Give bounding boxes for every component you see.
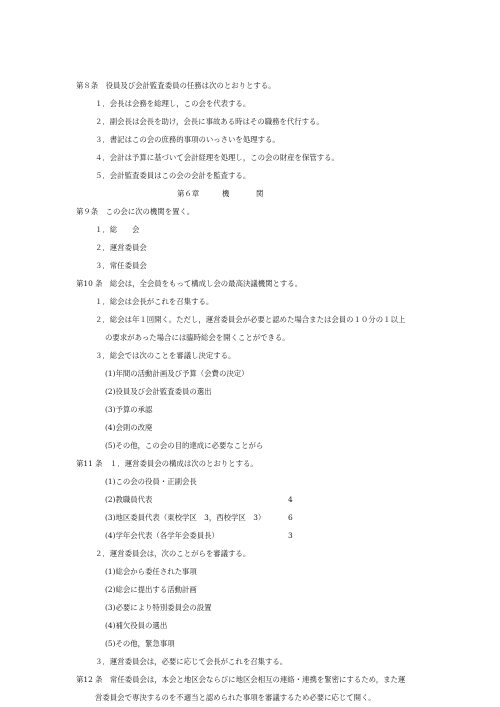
committee-member-label: (3)地区委員代表（東校学区 3，西校学区 3） (105, 513, 266, 522)
article11-duty: (2)総会に提出する活動計画 (105, 585, 197, 594)
article11-duty: (5)その他，緊急事項 (105, 639, 175, 648)
committee-member-label: (2)教職員代表 (105, 495, 153, 504)
article12-line2: 営委員会で専決するのを不適当と認められた事項を審議するため必要に応じて開く。 (95, 693, 376, 702)
committee-member-count: 6 (288, 513, 293, 522)
article10-item: ２．総会は年１回開く。ただし，運営委員会が必要と認めた場合または会員の１０分の１以上 (95, 315, 406, 324)
article9-heading: 第９条 この会に次の機関を置く。 (76, 207, 195, 216)
article8-item: ４．会計は予算に基づいて会計経理を処理し，この会の財産を保管する。 (95, 153, 339, 162)
chapter-title-part1: 機 (222, 189, 230, 198)
article8-item: １．会長は会務を総理し，この会を代表する。 (95, 99, 251, 108)
article11-duty: (1)総会から委任された事項 (105, 567, 197, 576)
article11-item: ３．運営委員会は，必要に応じて会長がこれを召集する。 (95, 657, 288, 666)
committee-member-label: (1)この会の役員・正副会長 (105, 477, 197, 486)
article12-line1: 第12 条 常任委員会は，本会と地区会ならびに地区会相互の連絡・連携を緊密にするため，また運 (76, 675, 406, 684)
committee-member-count: 4 (288, 495, 293, 504)
article11-duty: (3)必要により特別委員会の設置 (105, 603, 212, 612)
chapter-title-part2: 関 (256, 189, 264, 198)
article10-subitem: (2)役員及び会計監査委員の選出 (105, 387, 212, 396)
article10-subitem: (5)その他，この会の目的達成に必要なことがら (105, 441, 264, 450)
chapter-number: 第６章 (177, 189, 200, 198)
article8-heading: 第８条 役員及び会計監査委員の任務は次のとおりとする。 (76, 81, 276, 90)
article11-item: ２．運営委員会は，次のことがらを審議する。 (95, 549, 251, 558)
article8-item: ２．副会長は会長を助け，会長に事故ある時はその職務を代行する。 (95, 117, 324, 126)
article10-item-continuation: の要求があった場合には臨時総会を開くことができる。 (105, 333, 290, 342)
article10-subitem: (1)年間の活動計画及び予算（会費の決定） (105, 369, 249, 378)
article8-item: ５．会計監査委員はこの会の会計を監査する。 (95, 171, 251, 180)
committee-member-label: (4)学年会代表（各学年会委員長） (105, 531, 219, 540)
committee-member-count: 3 (288, 531, 293, 540)
article10-heading: 第10 条 総会は，全会員をもって構成し会の最高決議機関とする。 (76, 279, 303, 288)
article11-duty: (4)補欠役員の選出 (105, 621, 168, 630)
article9-item: ２．運営委員会 (95, 243, 147, 252)
article9-item: ３．常任委員会 (95, 261, 147, 270)
article10-subitem: (4)会則の改廃 (105, 423, 153, 432)
article11-heading: 第11 条 １．運営委員会の構成は次のとおりとする。 (76, 459, 258, 468)
article9-item: １．総 会 (95, 225, 140, 234)
article8-item: ３．書記はこの会の庶務的事項のいっさいを処理する。 (95, 135, 280, 144)
article10-item: ３．総会では次のことを審議し決定する。 (95, 351, 236, 360)
article10-subitem: (3)予算の承認 (105, 405, 153, 414)
article10-item: １．総会は会長がこれを召集する。 (95, 297, 214, 306)
